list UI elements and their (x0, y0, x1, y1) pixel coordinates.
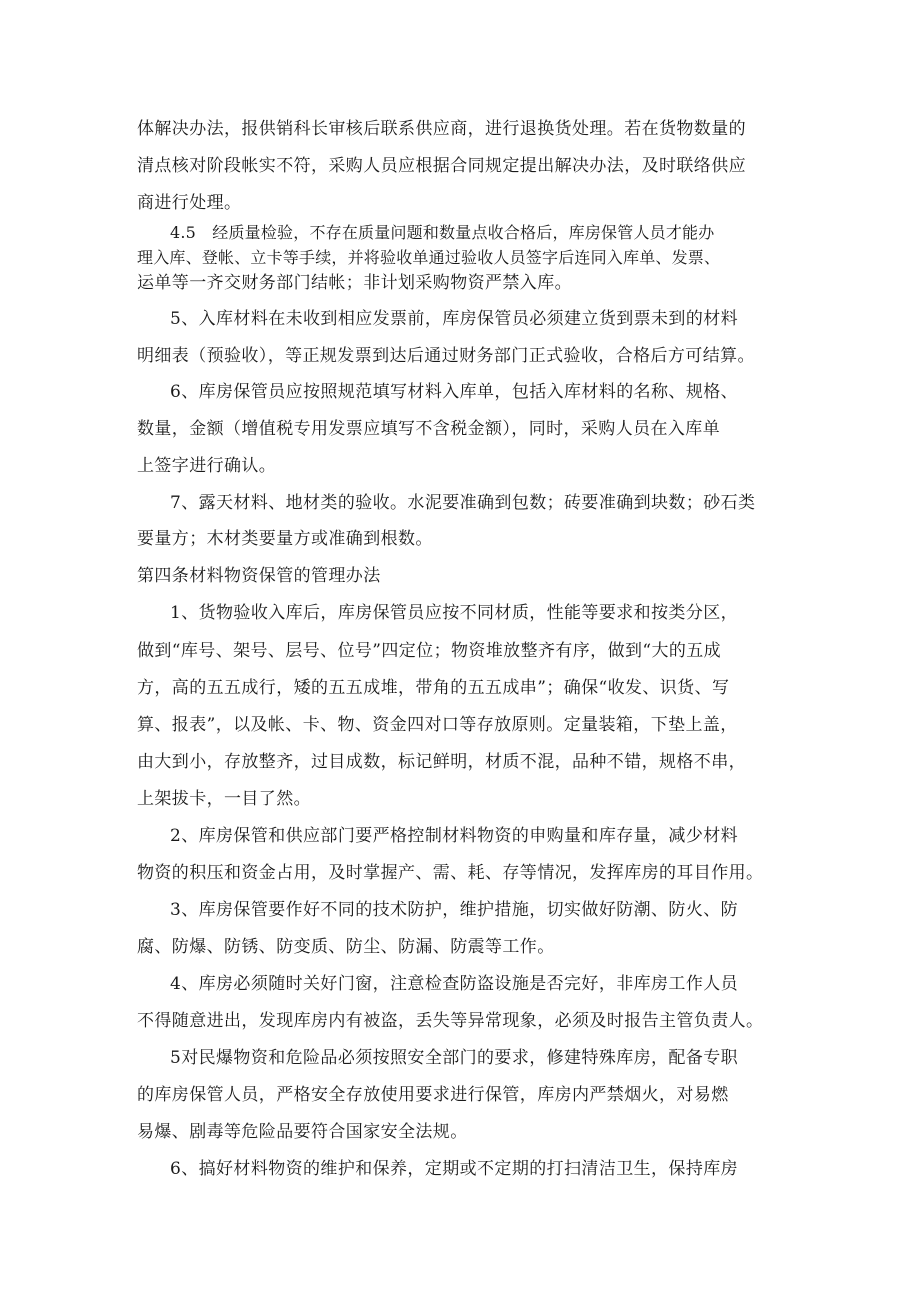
text-line: 物资的积压和资金占用，及时掌握产、需、耗、存等情况，发挥库房的耳目作用。 (137, 863, 764, 883)
text-line: 1、货物验收入库后，库房保管员应按不同材质，性能等要求和按类分区， (170, 603, 739, 623)
text-line: 理入库、登帐、立卡等手续，并将验收单通过验收人员签字后连同入库单、发票、 (137, 248, 721, 267)
text-line: 商进行处理。 (137, 193, 242, 213)
text-line: 腐、防爆、防锈、防变质、防尘、防漏、防震等工作。 (137, 937, 555, 957)
text-line: 明细表（预验收），等正规发票到达后通过财务部门正式验收，合格后方可结算。 (137, 346, 755, 366)
text-line: 4、库房必须随时关好门窗，注意检查防盗设施是否完好，非库房工作人员 (170, 974, 739, 994)
text-line: 运单等一齐交财务部门结帐；非计划采购物资严禁入库。 (137, 273, 572, 293)
text-line: 不得随意进出，发现库房内有被盗，丢失等异常现象，必须及时报告主管负责人。 (137, 1011, 764, 1031)
text-line: 上架拔卡，一目了然。 (137, 789, 311, 809)
text-line: 5对民爆物资和危险品必须按照安全部门的要求，修建特殊库房，配备专职 (170, 1048, 739, 1068)
text-line: 7、露天材料、地材类的验收。水泥要准确到包数；砖要准确到块数；砂石类 (170, 493, 756, 513)
text-line: 的库房保管人员，严格安全存放使用要求进行保管，库房内严禁烟火，对易燃 (137, 1085, 729, 1105)
text-line: 数量，金额（增值税专用发票应填写不含税金额），同时，采购人员在入库单 (137, 419, 721, 439)
text-line: 4.5 经质量检验，不存在质量问题和数量点收合格后，库房保管人员才能办 (170, 223, 715, 242)
text-line: 由大到小，存放整齐，过目成数，标记鲜明，材质不混，品种不错，规格不串， (137, 752, 746, 772)
text-line: 2、库房保管和供应部门要严格控制材料物资的申购量和库存量，减少材料 (170, 826, 739, 846)
text-line: 3、库房保管要作好不同的技术防护，维护措施，切实做好防潮、防火、防 (170, 900, 739, 920)
text-line: 6、搞好材料物资的维护和保养，定期或不定期的打扫清洁卫生，保持库房 (170, 1159, 739, 1179)
text-line: 5、入库材料在未收到相应发票前，库房保管员必须建立货到票未到的材料 (170, 309, 739, 329)
text-line: 易爆、剧毒等危险品要符合国家安全法规。 (137, 1122, 468, 1142)
text-line: 要量方；木材类要量方或准确到根数。 (137, 529, 433, 549)
text-line: 体解决办法，报供销科长审核后联系供应商，进行退换货处理。若在货物数量的 (137, 119, 746, 139)
text-line: 做到“库号、架号、层号、位号”四定位；物资堆放整齐有序，做到“大的五成 (137, 641, 722, 661)
text-line: 清点核对阶段帐实不符，采购人员应根据合同规定提出解决办法，及时联络供应 (137, 156, 746, 176)
text-line: 方，高的五五成行，矮的五五成堆，带角的五五成串”；确保“收发、识货、写 (137, 678, 730, 698)
text-line: 上签字进行确认。 (137, 456, 277, 476)
text-line: 6、库房保管员应按照规范填写材料入库单，包括入库材料的名称、规格、 (170, 382, 739, 402)
section-heading: 第四条材料物资保管的管理办法 (137, 566, 381, 586)
text-line: 算、报表”，以及帐、卡、物、资金四对口等存放原则。定量装箱，下垫上盖， (137, 715, 738, 735)
